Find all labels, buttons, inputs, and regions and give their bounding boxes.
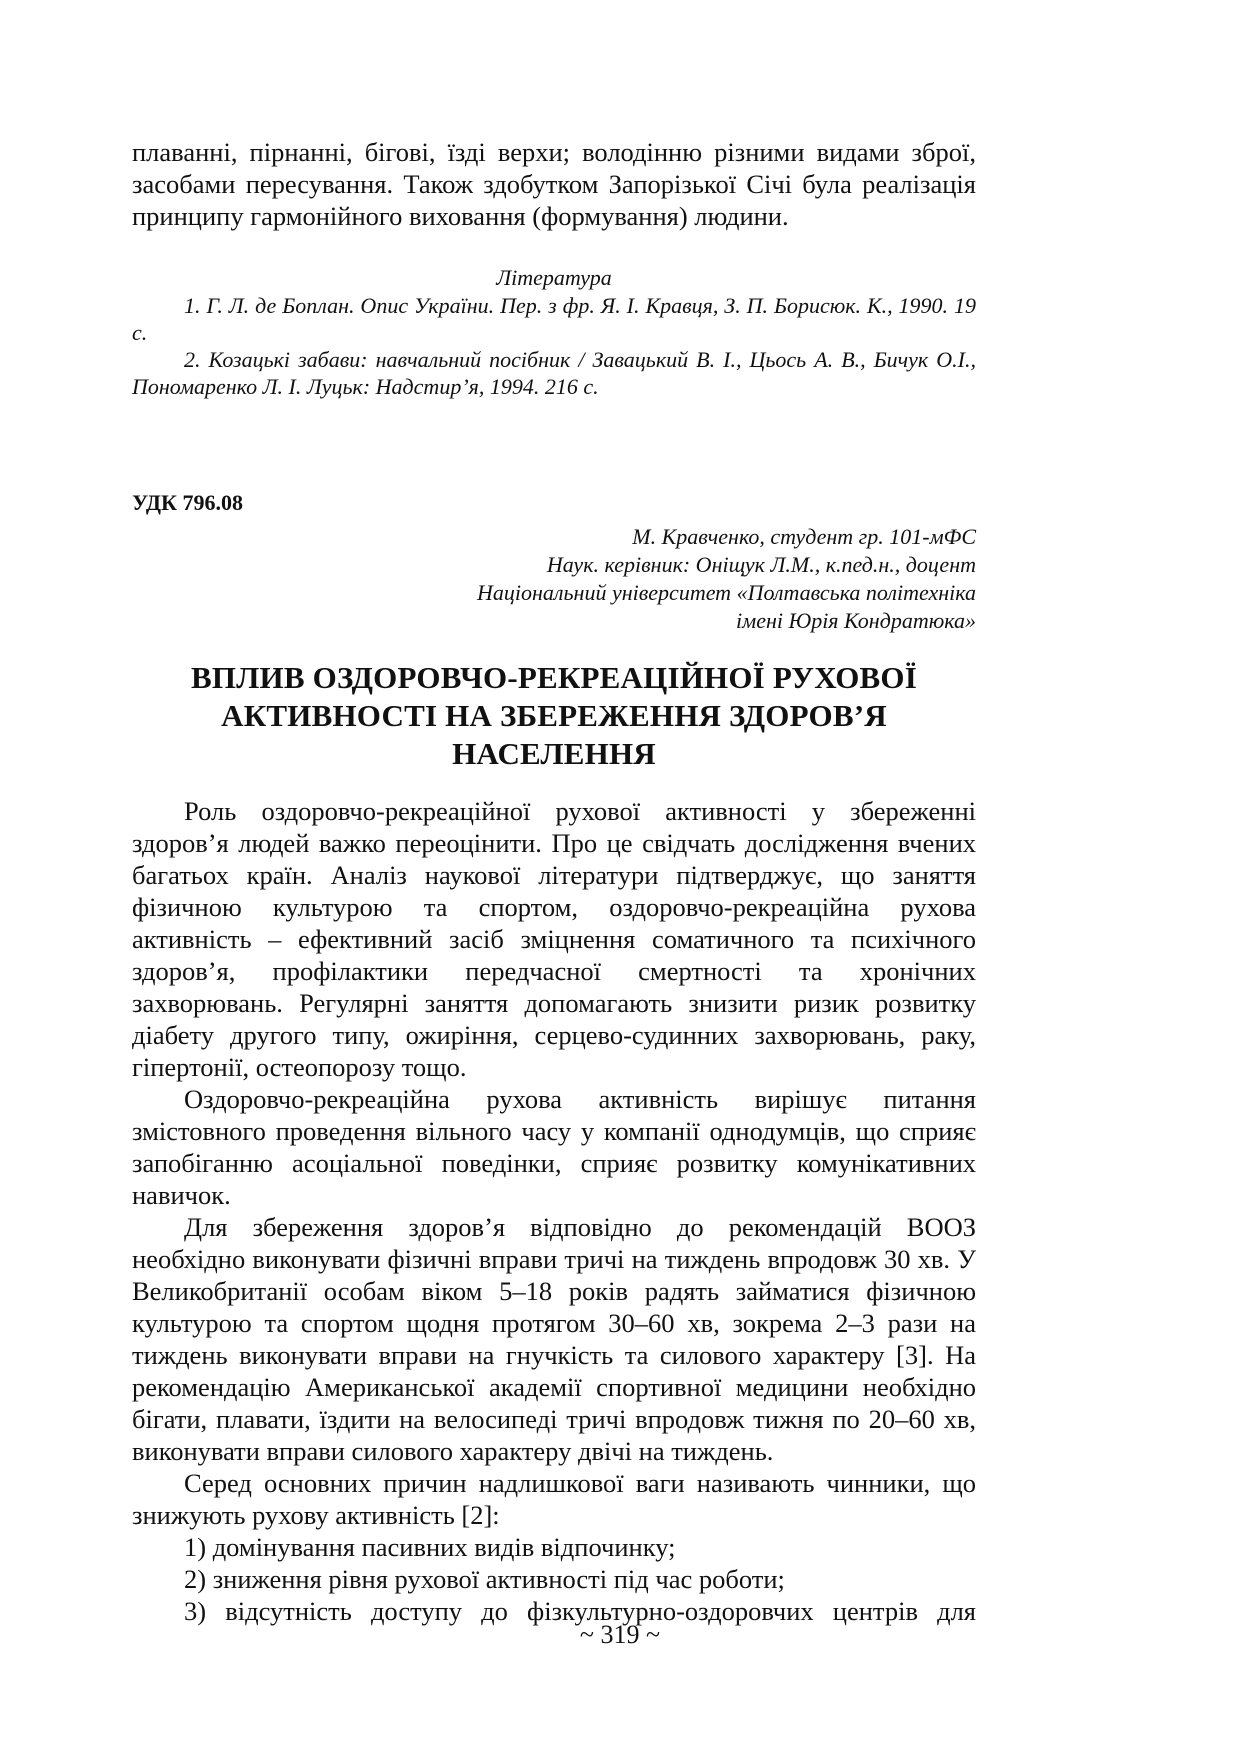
body-paragraph: Роль оздоровчо-рекреаційної рухової активності у збереженні здоров’я людей важко переоцінити. Про це свідчать дослідження вчених багатьох країн. Аналіз наукової літератури підтверджує, що заняття фізичною культурою та спортом, оздоровчо-рекреаційна рухова активність – ефективний засіб зміцнення соматичного та психічного здоров’я, профілактики передчасної смертності та хронічних захворювань. Регулярні заняття допомагають знизити ризик розвитку діабету другого типу, ожиріння, серцево-судинних захворювань, раку, гіпертонії, остеопорозу тощо. [132,796,976,1082]
list-item: 2) зниження рівня рухової активності під час роботи; [184,1564,785,1594]
literature-heading: Література [496,265,612,290]
previous-article-closing-paragraph: плаванні, пірнанні, бігові, їзді верхи; володінню різними видами зброї, засобами пересування. Також здобутком Запорізької Січі була реалізація принципу гармонійного виховання (формування) людини. [132,137,976,231]
udc-code: УДК 796.08 [132,490,244,515]
article-title [132,659,976,773]
institution-line-2: імені Юрія Кондратюка» [736,608,976,633]
author-name: М. Кравченко, студент гр. 101-мФС [632,524,976,549]
institution-line-1: Національний університет «Полтавська політехніка [477,580,976,605]
literature-section [132,264,976,400]
author-affiliation-block [132,523,976,635]
list-item: 3) відсутність доступу до фізкультурно-оздоровчих центрів для [184,1596,976,1626]
list-item: 1) домінування пасивних видів відпочинку; [184,1532,676,1562]
supervisor: Наук. керівник: Оніщук Л.М., к.пед.н., доцент [546,552,976,577]
body-paragraph: Для збереження здоров’я відповідно до рекомендацій ВООЗ необхідно виконувати фізичні вправи тричі на тиждень впродовж 30 хв. У Великобританії особам віком 5–18 років радять займатися фізичною культурою та спортом щодня протягом 30–60 хв, зокрема 2–3 рази на тиждень виконувати вправи на гнучкість та силового характеру [3]. На рекомендацію Американської академії спортивної медицини необхідно бігати, плавати, їздити на велосипеді тричі впродовж тижня по 20–60 хв, виконувати вправи силового характеру двічі на тиждень. [132,1212,976,1466]
body-paragraph: Серед основних причин надлишкової ваги називають чинники, що знижують рухову активність [2]: [132,1468,976,1530]
article-body [132,795,976,1627]
article-title-line-2: АКТИВНОСТІ НА ЗБЕРЕЖЕННЯ ЗДОРОВ’Я НАСЕЛЕННЯ [221,698,887,771]
literature-item: 1. Г. Л. де Боплан. Опис України. Пер. з фр. Я. І. Кравця, З. П. Борисюк. К., 1990. 19 с. [132,293,976,345]
article-title-line-1: ВПЛИВ ОЗДОРОВЧО-РЕКРЕАЦІЙНОЇ РУХОВОЇ [191,660,917,695]
document-page [132,136,976,1627]
literature-item: 2. Козацькі забави: навчальний посібник / Завацький В. І., Цьось А. В., Бичук О.І., Пономаренко Л. І. Луцьк: Надстир’я, 1994. 216 с. [132,347,976,399]
page-number: ~ 319 ~ [579,1620,661,1649]
body-paragraph: Оздоровчо-рекреаційна рухова активність вирішує питання змістовного проведення вільного часу у компанії однодумців, що сприяє запобіганню асоціальної поведінки, сприяє розвитку комунікативних навичок. [132,1084,976,1210]
